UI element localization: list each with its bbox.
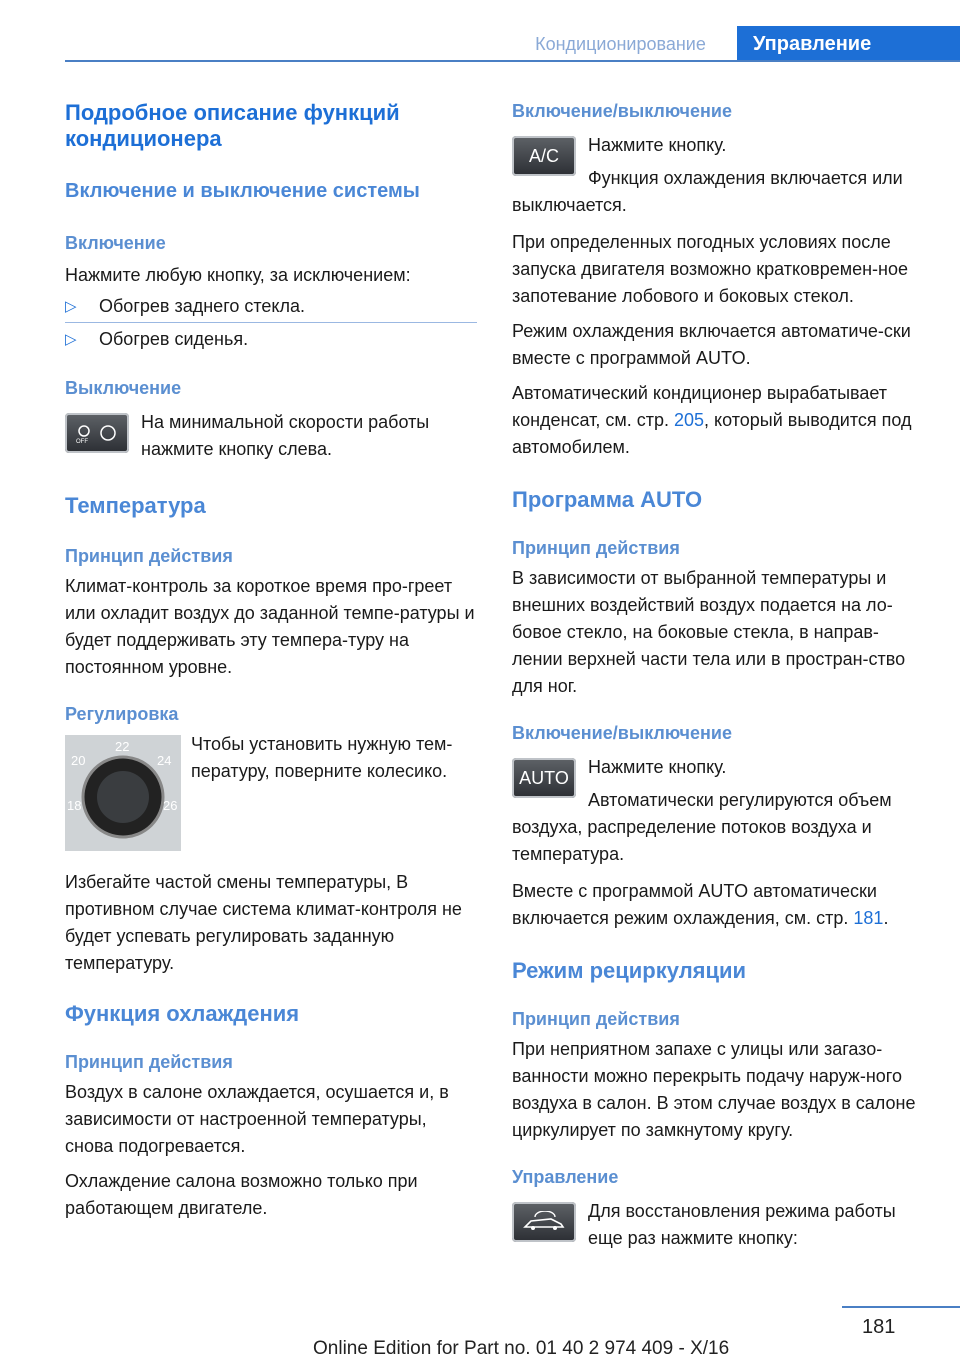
bullet-text: Обогрев заднего стекла.: [99, 296, 306, 316]
fan-off-button-icon: [65, 413, 129, 453]
footer-rule: [842, 1306, 960, 1308]
page-title: Подробное описание функций кондиционера: [65, 100, 400, 151]
off-icon-label: OFF: [76, 439, 88, 444]
bullet-item: [65, 293, 477, 320]
heading-control: Управление: [512, 1167, 619, 1187]
heading-recirc-principle: Принцип действия: [512, 1009, 680, 1029]
heading-regulation: Регулировка: [65, 704, 179, 724]
heading-auto-principle: Принцип действия: [512, 538, 680, 558]
cooling-text: Воздух в салоне охлаждается, осушается и, в зависимости от настроенной температуры, снова подогревается.: [65, 1082, 449, 1156]
on-text: Нажмите любую кнопку, за исключением:: [65, 265, 411, 285]
auto-icon-label: AUTO: [519, 767, 569, 788]
auto-principle-text: В зависимости от выбранной температуры и внешних воздействий воздух подается на ло-бовое стекло, на боковые стекла, в направ-лении верхней части тела или в простран-ство для ног.: [512, 568, 906, 696]
triangle-bullet-icon: ▷: [65, 331, 77, 348]
regulation-text: Чтобы установить нужную тем-пературу, поверните колесико.: [191, 734, 453, 781]
ac-text: При определенных погодных условиях после запуска двигателя возможно кратковремен-ное запотевание лобового и боковых стекол.: [512, 232, 908, 306]
recirculation-button-icon: [512, 1202, 576, 1242]
heading-on: Включение: [65, 233, 166, 253]
heading-cooling-principle: Принцип действия: [65, 1052, 233, 1072]
header-rule: [65, 60, 960, 62]
header-section: Кондиционирование: [535, 34, 706, 54]
heading-ac-onoff: Включение/выключение: [512, 101, 732, 121]
temp-principle-text: Климат-контроль за короткое время про-греет или охладит воздух до заданной темпе-ратуры и будет поддерживать эту темпера-туру на постоянном уровне.: [65, 576, 475, 677]
dial-label: 24: [157, 753, 172, 768]
online-edition-label: Online Edition for Part no. 01 40 2 974 409 - X/16: [313, 1338, 730, 1359]
ac-text-part: Автоматический кондиционер вырабатывает конденсат, см. стр.: [512, 383, 888, 430]
bullet-item: [65, 326, 477, 353]
dial-label: 26: [163, 798, 178, 813]
heading-onoff-system: Включение и выключение системы: [65, 180, 420, 202]
right-column: [512, 100, 926, 1252]
recirc-text: При неприятном запахе с улицы или загазо-ванности можно перекрыть подачу наруж-ного воздуха в салон. В этом случае воздух в салоне циркулирует по замкнутому кругу.: [512, 1039, 916, 1140]
car-recirculation-icon: [521, 1211, 567, 1233]
page-link[interactable]: 205: [673, 410, 705, 430]
page-link[interactable]: 181: [853, 908, 884, 928]
page-number: 181: [862, 1316, 896, 1338]
ac-button-icon: [512, 136, 576, 176]
bullet-divider: [65, 322, 477, 323]
auto-text-part: Вместе с программой AUTO автоматически включается режим охлаждения, см. стр.: [512, 881, 877, 928]
heading-cooling: Функция охлаждения: [65, 1001, 300, 1026]
header-chapter-tab: Управление: [737, 26, 960, 62]
auto-button-icon: [512, 758, 576, 798]
ac-text: Режим охлаждения включается автоматиче-ски вместе с программой AUTO.: [512, 321, 911, 368]
off-text: На минимальной скорости работы нажмите кнопку слева.: [141, 412, 430, 459]
bullet-text: Обогрев сиденья.: [99, 329, 249, 349]
dial-label: 18: [67, 798, 82, 813]
control-text: Для восстановления режима работы еще раз нажмите кнопку:: [588, 1201, 896, 1248]
dial-label: 20: [71, 753, 86, 768]
regulation-note: Избегайте частой смены температуры, В противном случае система климат-контроля не будет успевать регулировать заданную температуру.: [65, 872, 462, 973]
heading-temp-principle: Принцип действия: [65, 546, 233, 566]
auto-text: Автоматически регулируются объем воздуха, распределение потоков воздуха и температура.: [512, 790, 892, 864]
left-column: [65, 100, 477, 1222]
ac-text: Нажмите кнопку.: [588, 135, 727, 155]
heading-auto-onoff: Включение/выключение: [512, 723, 732, 743]
cooling-text: Охлаждение салона возможно только при работающем двигателе.: [65, 1171, 418, 1218]
dial-icon: [65, 735, 181, 851]
dial-label: 22: [115, 739, 130, 754]
heading-temperature: Температура: [65, 493, 206, 518]
auto-text: [512, 878, 926, 932]
fan-icon: [72, 422, 122, 444]
heading-auto: Программа AUTO: [512, 487, 703, 512]
auto-text: Нажмите кнопку.: [588, 757, 727, 777]
ac-icon-label: A/C: [528, 145, 559, 166]
ac-text: Функция охлаждения включается или выключается.: [512, 168, 903, 215]
auto-text-part: .: [883, 908, 889, 928]
ac-text-part: , который выводится под автомобилем.: [512, 410, 912, 457]
heading-recirculation: Режим рециркуляции: [512, 958, 747, 983]
heading-off: Выключение: [65, 378, 182, 398]
ac-text: [512, 380, 926, 461]
temperature-dial-image: [65, 735, 181, 851]
triangle-bullet-icon: ▷: [65, 298, 77, 315]
